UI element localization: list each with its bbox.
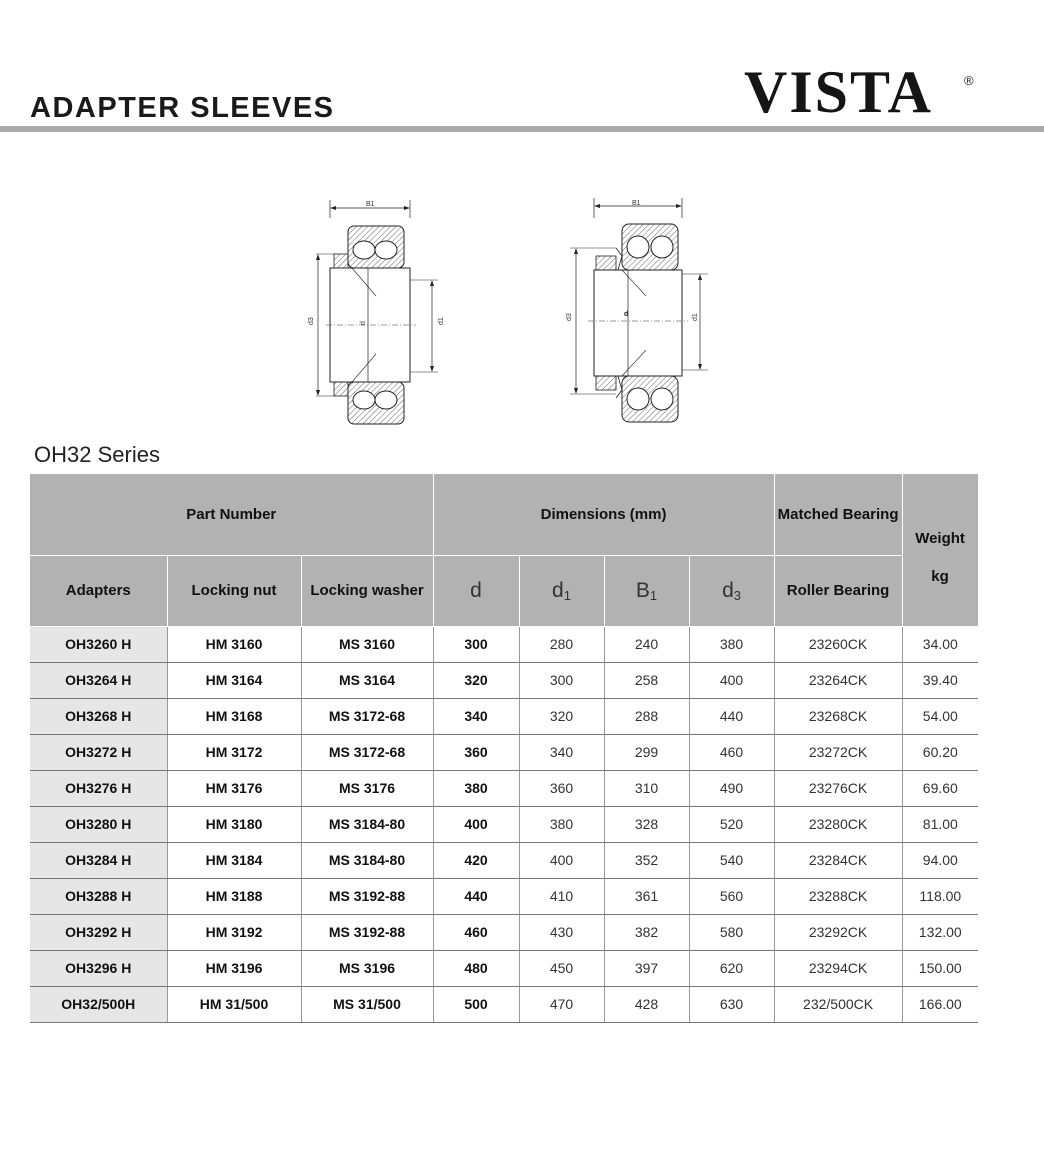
table-row [30,662,978,698]
adapter-cell: OH3264 H [30,662,167,698]
weight-cell: 118.00 [902,878,978,914]
d-label: d [360,321,367,325]
locking-washer-cell: MS 31/500 [301,986,433,1022]
adapter-drawing-ball [558,196,710,428]
brand-logo: VISTA [744,59,933,125]
b1-cell: 328 [604,806,689,842]
roller-bearing-cell: 23272CK [774,734,902,770]
d1-subscript: 1 [563,587,571,603]
d-cell: 340 [433,698,519,734]
locking-washer-cell: MS 3160 [301,626,433,662]
b1-header [604,555,689,626]
b1-symbol: B [635,578,650,602]
locking-nut-cell: HM 3172 [167,734,301,770]
d1-cell: 340 [519,734,604,770]
locking-nut-cell: HM 3196 [167,950,301,986]
b1-cell: 361 [604,878,689,914]
b1-cell: 240 [604,626,689,662]
d-cell: 320 [433,662,519,698]
locking-washer-cell: MS 3172-68 [301,698,433,734]
weight-cell: 54.00 [902,698,978,734]
roller-bearing-cell: 232/500CK [774,986,902,1022]
d1-label: d1 [438,317,445,325]
roller-bearing-cell: 23268CK [774,698,902,734]
adapter-drawing-roller [296,196,446,428]
roller-bearing-cell: 23276CK [774,770,902,806]
d3-cell: 490 [689,770,774,806]
d3-cell: 560 [689,878,774,914]
d1-cell: 300 [519,662,604,698]
locking-washer-cell: MS 3196 [301,950,433,986]
locking-nut-cell: HM 3192 [167,914,301,950]
d1-cell: 360 [519,770,604,806]
locking-nut-cell: HM 3168 [167,698,301,734]
adapter-cell: OH3268 H [30,698,167,734]
d1-header [519,555,604,626]
d3-cell: 520 [689,806,774,842]
roller-bearing-cell: 23292CK [774,914,902,950]
locking-washer-cell: MS 3176 [301,770,433,806]
table-row [30,770,978,806]
locking-washer-cell: MS 3184-80 [301,842,433,878]
d1-cell: 450 [519,950,604,986]
weight-cell: 94.00 [902,842,978,878]
adapter-cell: OH3280 H [30,806,167,842]
b1-label: B1 [632,200,641,207]
roller-bearing-cell: 23280CK [774,806,902,842]
d-cell: 400 [433,806,519,842]
b1-cell: 258 [604,662,689,698]
adapters-header: Adapters [30,555,167,626]
d1-cell: 280 [519,626,604,662]
weight-cell: 166.00 [902,986,978,1022]
b1-subscript: 1 [649,587,658,603]
locking-nut-cell: HM 3160 [167,626,301,662]
locking-nut-cell: HM 3180 [167,806,301,842]
locking-washer-cell: MS 3184-80 [301,806,433,842]
table-row [30,842,978,878]
b1-cell: 382 [604,914,689,950]
locking-washer-cell: MS 3164 [301,662,433,698]
table-row [30,698,978,734]
d-cell: 300 [433,626,519,662]
d3-symbol: d [722,578,734,602]
adapter-cell: OH3276 H [30,770,167,806]
roller-bearing-cell: 23264CK [774,662,902,698]
adapter-cell: OH3284 H [30,842,167,878]
d-cell: 420 [433,842,519,878]
locking-nut-header: Locking nut [167,555,301,626]
locking-nut-cell: HM 3184 [167,842,301,878]
d-cell: 380 [433,770,519,806]
locking-washer-cell: MS 3192-88 [301,878,433,914]
d3-cell: 460 [689,734,774,770]
d-cell: 460 [433,914,519,950]
adapter-cell: OH32/500H [30,986,167,1022]
weight-cell: 60.20 [902,734,978,770]
locking-washer-cell: MS 3192-88 [301,914,433,950]
d-cell: 440 [433,878,519,914]
weight-cell: 69.60 [902,770,978,806]
header-rule [0,126,1044,132]
locking-nut-cell: HM 3176 [167,770,301,806]
table-row [30,626,978,662]
b1-label: B1 [366,201,375,208]
d1-cell: 470 [519,986,604,1022]
d-cell: 480 [433,950,519,986]
weight-header [902,474,978,626]
locking-nut-cell: HM 31/500 [167,986,301,1022]
d1-cell: 380 [519,806,604,842]
table-row [30,878,978,914]
weight-cell: 34.00 [902,626,978,662]
d1-label: d1 [692,313,699,321]
d-cell: 360 [433,734,519,770]
registered-mark: ® [964,73,974,88]
roller-bearing-header: Roller Bearing [774,555,902,626]
d1-cell: 410 [519,878,604,914]
roller-bearing-cell: 23260CK [774,626,902,662]
d1-cell: 320 [519,698,604,734]
locking-nut-cell: HM 3164 [167,662,301,698]
d3-cell: 630 [689,986,774,1022]
b1-cell: 288 [604,698,689,734]
weight-cell: 132.00 [902,914,978,950]
d3-label: d3 [566,313,573,321]
d3-cell: 540 [689,842,774,878]
weight-label: Weight [915,530,965,547]
d-label: d [624,311,629,318]
weight-cell: 81.00 [902,806,978,842]
table-row [30,806,978,842]
d1-symbol: d [552,578,564,602]
table-row [30,734,978,770]
b1-cell: 428 [604,986,689,1022]
d3-label: d3 [308,317,315,325]
d1-cell: 430 [519,914,604,950]
d3-cell: 380 [689,626,774,662]
adapter-cell: OH3288 H [30,878,167,914]
adapter-cell: OH3260 H [30,626,167,662]
d3-header [689,555,774,626]
dimensions-header: Dimensions (mm) [433,474,774,555]
b1-cell: 397 [604,950,689,986]
d3-subscript: 3 [733,587,741,603]
locking-washer-header: Locking washer [301,555,433,626]
weight-cell: 150.00 [902,950,978,986]
table-row [30,950,978,986]
b1-cell: 299 [604,734,689,770]
page-title: ADAPTER SLEEVES [30,92,335,124]
series-title: OH32 Series [34,442,160,467]
adapter-cell: OH3272 H [30,734,167,770]
matched-bearing-header: Matched Bearing [774,474,902,555]
b1-cell: 352 [604,842,689,878]
specification-table [30,474,979,1023]
weight-cell: 39.40 [902,662,978,698]
roller-bearing-cell: 23294CK [774,950,902,986]
d3-cell: 400 [689,662,774,698]
table-row [30,986,978,1022]
d-header: d [433,555,519,626]
d3-cell: 620 [689,950,774,986]
d1-cell: 400 [519,842,604,878]
adapter-cell: OH3296 H [30,950,167,986]
b1-cell: 310 [604,770,689,806]
d3-cell: 440 [689,698,774,734]
roller-bearing-cell: 23288CK [774,878,902,914]
d-cell: 500 [433,986,519,1022]
roller-bearing-cell: 23284CK [774,842,902,878]
weight-unit: kg [931,568,949,585]
d3-cell: 580 [689,914,774,950]
locking-washer-cell: MS 3172-68 [301,734,433,770]
locking-nut-cell: HM 3188 [167,878,301,914]
adapter-cell: OH3292 H [30,914,167,950]
part-number-header: Part Number [30,474,433,555]
table-row [30,914,978,950]
